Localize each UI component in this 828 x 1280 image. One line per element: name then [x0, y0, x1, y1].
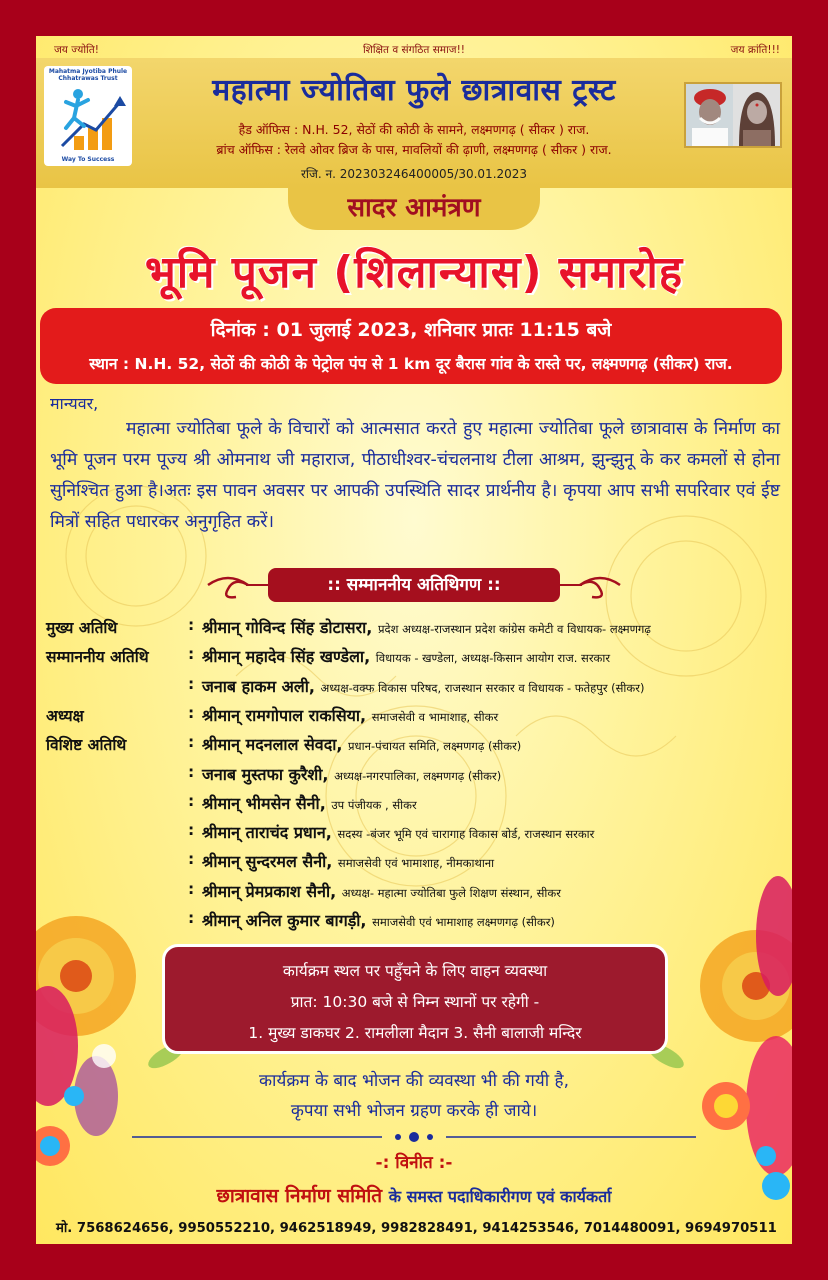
guest-colon: : [188, 616, 195, 634]
guest-name: श्रीमान् अनिल कुमार बागड़ी, [202, 911, 367, 930]
guest-colon: : [188, 674, 195, 693]
branch-office-address: ब्रांच ऑफिस : रेलवे ओवर ब्रिज के पास, मावलियों की ढ़ाणी, लक्ष्मणगढ़ ( सीकर ) राज. [216, 142, 612, 157]
guest-colon: : [188, 733, 195, 752]
invitation-card [36, 36, 792, 1244]
guest-row [46, 763, 786, 787]
guest-name: श्रीमान् महादेव सिंह खण्डेला, [202, 647, 371, 667]
guest-name-line [202, 704, 498, 726]
mobile-numbers: मो. 7568624656, 9950552210, 9462518949, 9982828491, 9414253546, 7014480091, 9694970511 [56, 1221, 777, 1236]
guest-role: अध्यक्ष [46, 706, 84, 725]
slogan-center: शिक्षित व संगठित समाज!! [362, 44, 466, 56]
invitation-body: महात्मा ज्योतिबा फूले के विचारों को आत्मसात करते हुए महात्मा ज्योतिबा फूले छात्रावास के निर्माण का भूमि पूजन परम पूज्य श्री ओमनाथ जी महाराज, पीठाधीश्वर-चंचलनाथ टीला आश्रम, झुन्झुनू के कर कमलों से होना सुनिश्चित हुआ है।अतः इस पावन अवसर पर आपकी उपस्थिति सादर प्रार्थनीय है। कृपया आप सभी सपरिवार एवं ईष्ट मित्रों सहित पधारकर अनुगृहित करें। [50, 419, 780, 532]
guest-row [46, 850, 786, 874]
transport-line-3: 1. मुख्य डाकघर 2. रामलीला मैदान 3. सैनी बालाजी मन्दिर [248, 1024, 582, 1042]
guest-name-line [202, 880, 561, 902]
transport-info-box [162, 944, 668, 1054]
guest-row [46, 880, 786, 904]
guest-colon: : [188, 909, 195, 927]
guest-name: श्रीमान् सुन्दरमल सैनी, [202, 852, 333, 872]
guest-name: श्रीमान् ताराचंद प्रधान, [202, 823, 332, 843]
guest-name-line [202, 616, 651, 638]
slogan-right: जय क्रांति!!! [730, 44, 780, 56]
guest-description: उप पंजीयक , सीकर [331, 797, 417, 812]
trust-name: महात्मा ज्योतिबा फुले छात्रावास ट्रस्ट [212, 73, 616, 108]
guest-row [46, 821, 786, 845]
guest-name-line [202, 821, 594, 843]
guest-name-line [202, 733, 521, 755]
logo-arc-text: Mahatma Jyotiba Phule Chhatrawas Trust [48, 68, 128, 82]
logo-tagline: Way To Success [61, 156, 115, 163]
date-venue-banner [40, 308, 782, 384]
content-layer [36, 36, 792, 1244]
guest-name: श्रीमान् भीमसेन सैनी, [202, 793, 326, 813]
guest-name-line [202, 909, 555, 931]
guest-name: श्रीमान् मदनलाल सेवदा, [202, 735, 343, 755]
guest-row [46, 733, 786, 757]
portrait-left [686, 84, 733, 146]
guest-row [46, 645, 786, 669]
committee-line [36, 1182, 792, 1208]
guest-description: समाजसेवी एवं भामाशाह, नीमकाथाना [337, 856, 495, 871]
guest-description: समाजसेवी व भामाशाह, सीकर [371, 709, 499, 724]
invitation-label: सादर आमंत्रण [288, 188, 540, 230]
guest-role: सम्माननीय अतिथि [46, 648, 149, 667]
guest-name-line [202, 645, 610, 667]
guest-row [46, 616, 786, 640]
portrait-photos [684, 82, 782, 148]
guest-row [46, 909, 786, 933]
guest-row [46, 704, 786, 728]
guest-name: श्रीमान् प्रेमप्रकाश सैनी, [202, 881, 337, 901]
head-office-address: हैड ऑफिस : N.H. 52, सेठों की कोठी के सामने, लक्ष्मणगढ़ ( सीकर ) राज. [238, 122, 590, 137]
runner-graph-icon [44, 66, 132, 166]
guest-description: सदस्य -बंजर भूमि एवं चारागाह विकास बोर्ड, राजस्थान सरकार [337, 827, 595, 842]
guest-colon: : [188, 821, 195, 840]
guest-colon: : [188, 762, 195, 781]
event-title: भूमि पूजन (शिलान्यास) समारोह [144, 247, 684, 298]
vinit-label: -: विनीत :- [375, 1153, 453, 1173]
guest-description: अध्यक्ष-वक्फ विकास परिषद, राजस्थान सरकार व विधायक - फतेहपुर (सीकर) [320, 680, 645, 695]
guest-description: समाजसेवी एवं भामाशाह लक्ष्मणगढ़ (सीकर) [372, 915, 555, 929]
guest-name: श्रीमान् गोविन्द सिंह डोटासरा, [202, 618, 373, 637]
guest-name-line [202, 675, 644, 697]
guest-colon: : [188, 850, 195, 869]
food-note-line-1: कार्यक्रम के बाद भोजन की व्यवस्था भी की गयी है, [259, 1071, 569, 1091]
transport-line-1: कार्यक्रम स्थल पर पहुँचने के लिए वाहन व्यवस्था [282, 962, 548, 980]
guest-row [46, 675, 786, 699]
guest-description: विधायक - खण्डेला, अध्यक्ष-किसान आयोग राज. सरकार [375, 651, 611, 666]
trust-logo [44, 66, 132, 166]
guest-colon: : [188, 791, 195, 810]
guest-name: श्रीमान् रामगोपाल राकसिया, [202, 705, 367, 725]
guest-role: मुख्य अतिथि [46, 619, 118, 637]
portrait-woman-icon [733, 84, 780, 146]
guest-description: प्रदेश अध्यक्ष-राजस्थान प्रदेश कांग्रेस कमेटी व विधायक- लक्ष्मणगढ़ [377, 622, 651, 636]
transport-line-2: प्रात: 10:30 बजे से निम्न स्थानों पर रहेगी - [290, 993, 540, 1011]
guest-row [46, 792, 786, 816]
guest-colon: : [188, 703, 195, 722]
guest-description: प्रधान-पंचायत समिति, लक्ष्मणगढ़ (सीकर) [348, 739, 522, 754]
guest-name: जनाब हाकम अली, [202, 676, 315, 696]
guest-name-line [202, 792, 417, 814]
slogan-left: जय ज्योति! [54, 44, 99, 56]
guest-description: अध्यक्ष-नगरपालिका, लक्ष्मणगढ़ (सीकर) [334, 768, 502, 783]
food-note-line-2: कृपया सभी भोजन ग्रहण करके ही जाये। [290, 1101, 538, 1121]
portrait-right [733, 84, 780, 146]
guests-heading-row [206, 568, 622, 602]
committee-name: छात्रावास निर्माण समिति [216, 1185, 383, 1207]
ornamental-divider [132, 1130, 696, 1144]
guest-name-line [202, 850, 494, 872]
portrait-man-icon [686, 84, 733, 146]
venue-line: स्थान : N.H. 52, सेठों की कोठी के पेट्रोल पंप से 1 km दूर बैरास गांव के रास्ते पर, लक्ष्मणगढ़ (सीकर) राज. [89, 355, 733, 373]
guest-name: जनाब मुस्तफा कुरैशी, [202, 764, 329, 784]
guest-colon: : [188, 879, 195, 898]
guest-role: विशिष्ट अतिथि [46, 736, 127, 755]
guest-description: अध्यक्ष- महात्मा ज्योतिबा फुले शिक्षण संस्थान, सीकर [341, 885, 561, 900]
guest-colon: : [188, 645, 195, 664]
committee-rest: के समस्त पदाधिकारीगण एवं कार्यकर्ता [388, 1187, 612, 1206]
registration-number: रजि. न. 202303246400005/30.01.2023 [300, 167, 528, 181]
date-line: दिनांक : 01 जुलाई 2023, शनिवार प्रातः 11:15 बजे [210, 319, 612, 341]
guest-name-line [202, 763, 501, 785]
guests-heading: :: सम्माननीय अतिथिगण :: [268, 568, 560, 602]
salutation: मान्यवर, [50, 394, 99, 413]
